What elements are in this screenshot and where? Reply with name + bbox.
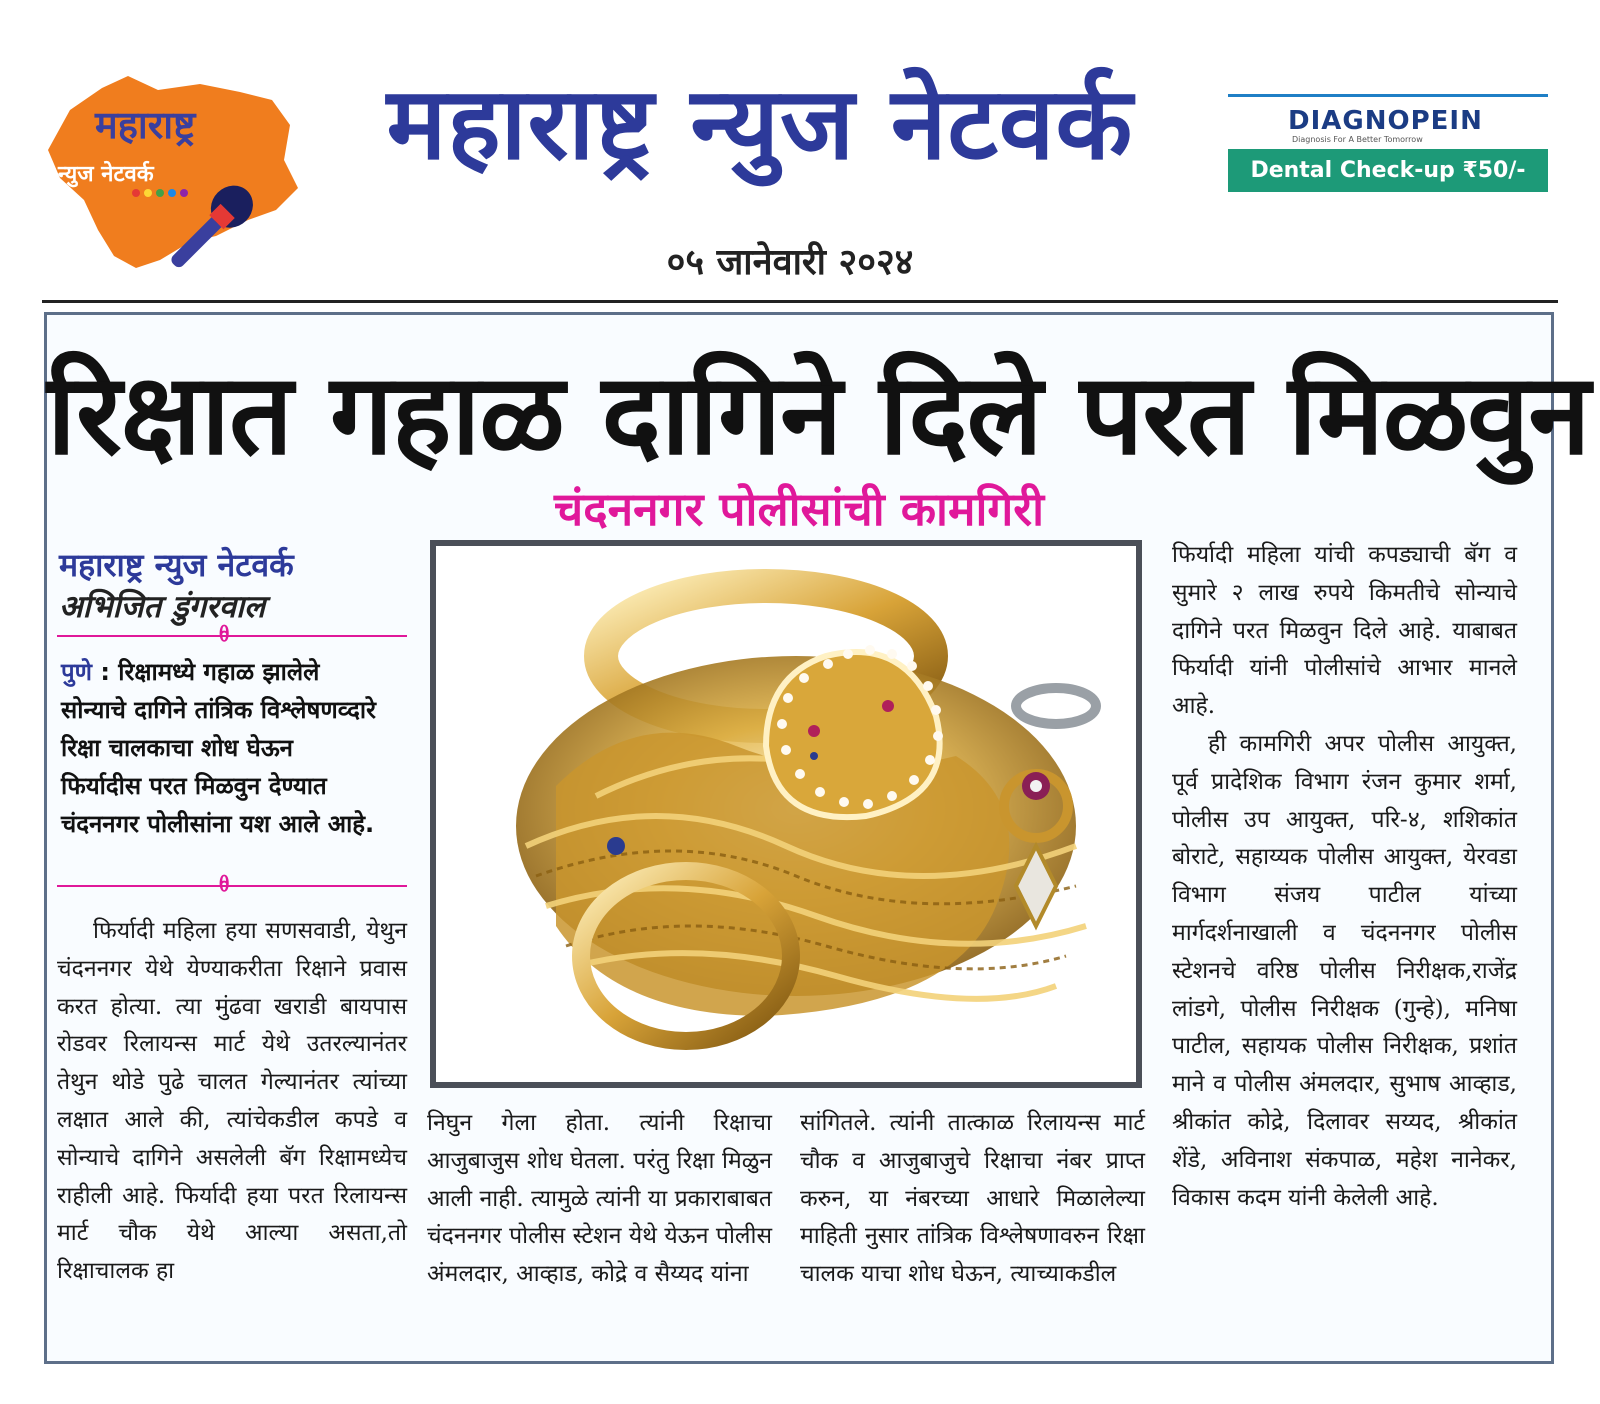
column-paragraph: ही कामगिरी अपर पोलीस आयुक्त, पूर्व प्रादेशिक विभाग रंजन कुमार शर्मा, पोलीस उप आयुक्त, परि-४, शशिकांत बोराटे, सहाय्यक पोलीस आयुक्त, येरवडा विभाग संजय पाटील यांच्या मार्गदर्शनाखाली व चंदननगर पोलीस स्टेशनचे वरिष्ठ पोलीस निरीक्षक,राजेंद्र लांडगे, पोलीस निरीक्षक (गुन्हे), मनिषा पाटील, सहायक पोलीस निरीक्षक, प्रशांत माने व पोलीस अंमलदार, सुभाष आव्हाड, श्रीकांत कोद्रे, दिलावर सय्यद, श्रीकांत शेंडे, अविनाश संकपाळ, महेश नानेकर, विकास कदम यांनी केलेली आहे.: [1172, 730, 1517, 1211]
article-subheadline: चंदननगर पोलीसांची कामगिरी: [553, 482, 1044, 536]
article-headline: रिक्षात गहाळ दागिने दिले परत मिळवुन: [47, 350, 1590, 480]
article-column-2: [427, 1105, 772, 1294]
lead-text: : रिक्षामध्ये गहाळ झालेले सोन्याचे दागिने तांत्रिक विश्लेषणव्दारे रिक्षा चालकाचा शोध घेऊन फिर्यादीस परत मिळवुन देण्यात चंदननगर पोलीसांना यश आले आहे.: [61, 658, 376, 838]
masthead: [0, 0, 1600, 300]
ornament-divider: [57, 635, 407, 637]
ad-brand: DIAGNOPEIN: [1288, 106, 1483, 136]
ad-tagline: Diagnosis For A Better Tomorrow: [1292, 135, 1423, 144]
article-column-4: [1172, 537, 1517, 1217]
lead-place: पुणे: [61, 658, 92, 686]
issue-date: ०५ जानेवारी २०२४: [666, 242, 914, 283]
article-column-1: [57, 913, 407, 1291]
advertisement-banner[interactable]: [1228, 94, 1548, 192]
ornament-knot-icon: ᦲ: [219, 622, 230, 647]
column-paragraph: फिर्यादी महिला हया सणसवाडी, येथुन चंदननगर येथे येण्याकरीता रिक्षाने प्रवास करत होत्या. त्या मुंढवा खराडी बायपास रोडवर रिलायन्स मार्ट येथे उतरल्यानंतर तेथुन थोडे पुढे चालत गेल्यानंतर त्यांच्या लक्षात आले की, त्यांचेकडील कपडे व सोन्याचे दागिने असलेली बॅग रिक्षामध्येच राहीली आहे. फिर्यादी हया परत रिलायन्स मार्ट चौक येथे आल्या असता,तो रिक्षाचालक हा: [57, 918, 407, 1285]
newspaper-title: महाराष्ट्र न्युज नेटवर्क: [386, 65, 1134, 182]
byline-author: अभिजित डुंगरवाल: [59, 589, 265, 625]
masthead-divider: [42, 300, 1558, 303]
article-frame: [44, 312, 1590, 1364]
ornament-knot-icon: ᦲ: [219, 872, 230, 897]
logo-title: महाराष्ट्र: [95, 102, 196, 147]
column-paragraph: निघुन गेला होता. त्यांनी रिक्षाचा आजुबाजुस शोध घेतला. परंतु रिक्षा मिळुन आली नाही. त्यामुळे त्यांनी या प्रकाराबाबत चंदननगर पोलीस स्टेशन येथे येऊन पोलीस अंमलदार, आव्हाड, कोद्रे व सैय्यद यांना: [427, 1110, 772, 1288]
ad-divider: [1228, 94, 1548, 97]
article-lead: [61, 653, 381, 843]
article-column-3: [800, 1105, 1145, 1294]
brand-logo: [40, 70, 310, 275]
gold-jewellery-image: [436, 546, 1136, 1082]
ornament-divider: [57, 885, 407, 887]
logo-subtitle: न्युज नेटवर्क: [58, 162, 154, 187]
column-paragraph: फिर्यादी महिला यांची कपड्याची बॅग व सुमारे २ लाख रुपये किमतीचे सोन्याचे दागिने परत मिळवुन दिले आहे. याबाबत फिर्यादी यांनी पोलीसांचे आभार मानले आहे.: [1172, 542, 1517, 720]
column-paragraph: सांगितले. त्यांनी तात्काळ रिलायन्स मार्ट चौक व आजुबाजुचे रिक्षाचा नंबर प्राप्त करुन, या नंबरच्या आधारे मिळालेल्या माहिती नुसार तांत्रिक विश्लेषणावरुन रिक्षा चालक याचा शोध घेऊन, त्याच्याकडील: [800, 1110, 1145, 1288]
jewellery-photo: [430, 540, 1142, 1088]
ad-offer: Dental Check-up ₹50/-: [1228, 149, 1548, 192]
byline-brand: महाराष्ट्र न्युज नेटवर्क: [59, 546, 294, 584]
